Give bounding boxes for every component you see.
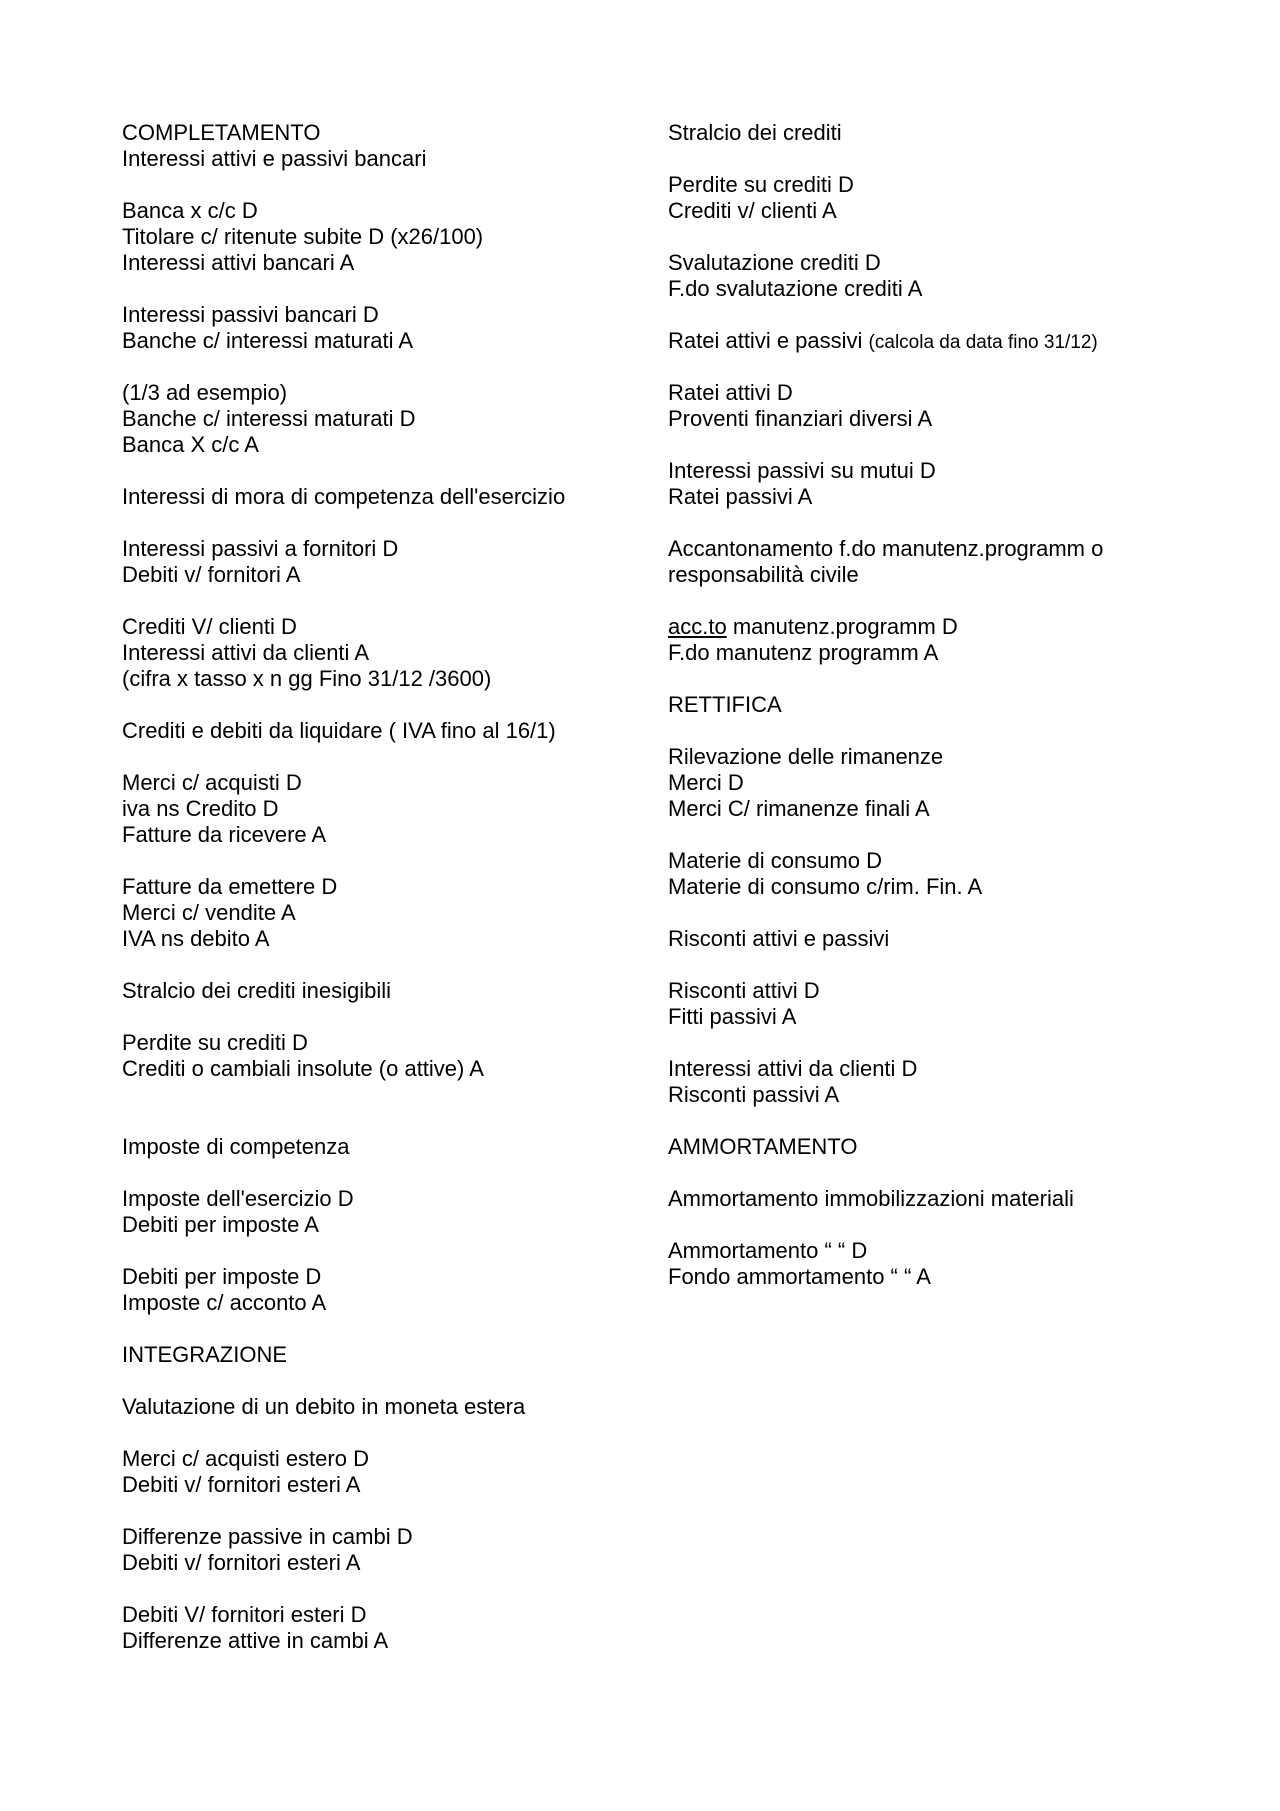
entry-line: Risconti attivi D <box>668 978 820 1003</box>
subsection-title: Rilevazione delle rimanenze <box>668 744 944 769</box>
entry-line: Ratei passivi A <box>668 484 813 509</box>
section-heading: AMMORTAMENTO <box>668 1134 858 1159</box>
acc-to-link[interactable]: acc.to <box>668 614 727 639</box>
entry-line: Imposte c/ acconto A <box>122 1290 327 1315</box>
entry-line: Merci c/ vendite A <box>122 900 296 925</box>
entry-line: Imposte dell'esercizio D <box>122 1186 354 1211</box>
entry-line: Interessi attivi bancari A <box>122 250 355 275</box>
section-heading: RETTIFICA <box>668 692 782 717</box>
entry-line: Titolare c/ ritenute subite D (x26/100) <box>122 224 484 249</box>
subsection-title <box>668 328 1228 354</box>
entry-line: Debiti v/ fornitori esteri A <box>122 1472 361 1497</box>
subsection-title: Interessi attivi e passivi bancari <box>122 146 427 171</box>
entry-line: Differenze passive in cambi D <box>122 1524 413 1549</box>
note-line: (cifra x tasso x n gg Fino 31/12 /3600) <box>122 666 492 691</box>
entry-line: Merci c/ acquisti D <box>122 770 302 795</box>
entry-line: Debiti per imposte D <box>122 1264 322 1289</box>
note-line: (1/3 ad esempio) <box>122 380 288 405</box>
entry-line: Risconti passivi A <box>668 1082 840 1107</box>
entry-line: Interessi attivi da clienti A <box>122 640 370 665</box>
entry-line: Fatture da ricevere A <box>122 822 327 847</box>
entry-line: Crediti V/ clienti D <box>122 614 297 639</box>
section-heading: COMPLETAMENTO <box>122 120 321 145</box>
entry-line: Ammortamento “ “ D <box>668 1238 868 1263</box>
subsection-title: Interessi di mora di competenza dell'esercizio <box>122 484 566 509</box>
entry-line: iva ns Credito D <box>122 796 279 821</box>
entry-line: Banche c/ interessi maturati D <box>122 406 416 431</box>
right-column <box>668 120 1228 1290</box>
subsection-title: Crediti e debiti da liquidare ( IVA fino al 16/1) <box>122 718 556 743</box>
entry-line: Debiti v/ fornitori esteri A <box>122 1550 361 1575</box>
entry-line: F.do svalutazione crediti A <box>668 276 923 301</box>
entry-line: Merci c/ acquisti estero D <box>122 1446 369 1471</box>
entry-line: Interessi passivi bancari D <box>122 302 379 327</box>
entry-line: Crediti o cambiali insolute (o attive) A <box>122 1056 484 1081</box>
entry-line: Crediti v/ clienti A <box>668 198 837 223</box>
subsection-title: Imposte di competenza <box>122 1134 350 1159</box>
entry-line: Perdite su crediti D <box>668 172 854 197</box>
subsection-title: responsabilità civile <box>668 562 859 587</box>
entry-line: Debiti per imposte A <box>122 1212 319 1237</box>
entry-line: Materie di consumo D <box>668 848 882 873</box>
entry-line: IVA ns debito A <box>122 926 270 951</box>
entry-line: Merci C/ rimanenze finali A <box>668 796 930 821</box>
entry-line: Banca x c/c D <box>122 198 258 223</box>
subsection-title: Risconti attivi e passivi <box>668 926 890 951</box>
entry-line: Fatture da emettere D <box>122 874 338 899</box>
subsection-title: Valutazione di un debito in moneta estera <box>122 1394 526 1419</box>
subsection-title: Stralcio dei crediti <box>668 120 842 145</box>
entry-line: Debiti v/ fornitori A <box>122 562 301 587</box>
entry-line: Fitti passivi A <box>668 1004 797 1029</box>
left-column <box>122 120 642 1654</box>
entry-line: Ratei attivi D <box>668 380 793 405</box>
subsection-title: Accantonamento f.do manutenz.programm o <box>668 536 1104 561</box>
note-text: (calcola da data fino 31/12) <box>868 332 1098 353</box>
entry-line: Svalutazione crediti D <box>668 250 881 275</box>
entry-text: manutenz.programm D <box>732 614 958 639</box>
subsection-title-text: Ratei attivi e passivi <box>668 328 863 353</box>
entry-line <box>668 614 1228 640</box>
section-heading: INTEGRAZIONE <box>122 1342 288 1367</box>
entry-line: Banca X c/c A <box>122 432 259 457</box>
entry-line: Differenze attive in cambi A <box>122 1628 389 1653</box>
entry-line: Fondo ammortamento “ “ A <box>668 1264 931 1289</box>
entry-line: Interessi passivi su mutui D <box>668 458 936 483</box>
entry-line: F.do manutenz programm A <box>668 640 939 665</box>
subsection-title: Stralcio dei crediti inesigibili <box>122 978 392 1003</box>
entry-line: Banche c/ interessi maturati A <box>122 328 414 353</box>
entry-line: Perdite su crediti D <box>122 1030 308 1055</box>
entry-line: Proventi finanziari diversi A <box>668 406 933 431</box>
entry-line: Interessi attivi da clienti D <box>668 1056 918 1081</box>
entry-line: Materie di consumo c/rim. Fin. A <box>668 874 983 899</box>
entry-line: Merci D <box>668 770 744 795</box>
entry-line: Debiti V/ fornitori esteri D <box>122 1602 367 1627</box>
subsection-title: Ammortamento immobilizzazioni materiali <box>668 1186 1074 1211</box>
entry-line: Interessi passivi a fornitori D <box>122 536 399 561</box>
